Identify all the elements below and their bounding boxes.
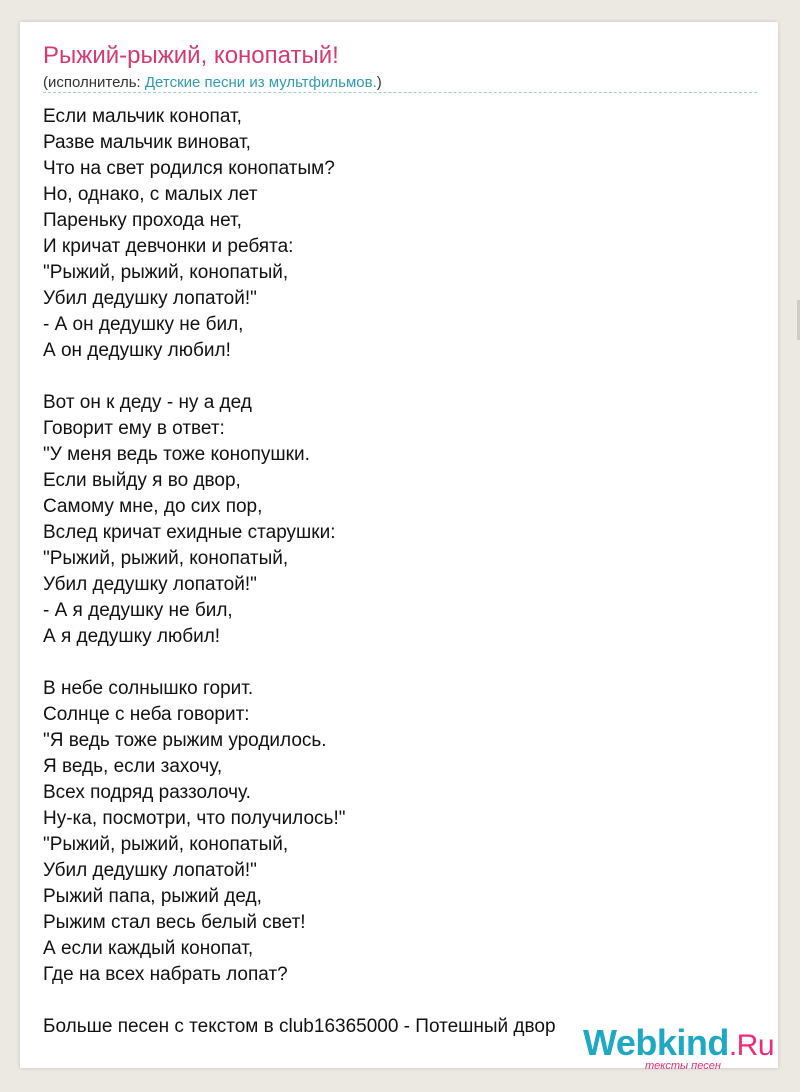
webkind-logo[interactable] <box>583 1022 783 1074</box>
artist-line <box>43 74 382 91</box>
lyric-line: Если мальчик конопат, <box>43 106 242 127</box>
artist-suffix: ) <box>376 74 382 91</box>
logo-tagline: тексты песен <box>645 1060 721 1072</box>
lyric-line: А я дедушку любил! <box>43 626 221 647</box>
lyric-line: Говорит ему в ответ: <box>43 418 225 439</box>
lyric-line: - А я дедушку не бил, <box>43 600 233 621</box>
lyric-line: В небе солнышко горит. <box>43 678 254 699</box>
lyric-line: И кричат девчонки и ребята: <box>43 236 294 257</box>
song-title: Рыжий-рыжий, конопатый! <box>43 42 339 69</box>
stanza-break <box>43 364 743 390</box>
lyric-line: Самому мне, до сих пор, <box>43 496 263 517</box>
lyric-line: Разве мальчик виноват, <box>43 132 251 153</box>
lyric-line: "Я ведь тоже рыжим уродилось. <box>43 730 327 751</box>
lyric-line: "У меня ведь тоже конопушки. <box>43 444 310 465</box>
lyric-line: Я ведь, если захочу, <box>43 756 223 777</box>
logo-suffix: .Ru <box>728 1029 775 1062</box>
lyric-line: Рыжий папа, рыжий дед, <box>43 886 262 907</box>
title-divider <box>43 92 757 93</box>
lyric-line: - А он дедушку не бил, <box>43 314 244 335</box>
lyric-line: Но, однако, с малых лет <box>43 184 258 205</box>
lyric-line: Рыжим стал весь белый свет! <box>43 912 306 933</box>
lyric-line: Вслед кричат ехидные старушки: <box>43 522 336 543</box>
lyric-line: Убил дедушку лопатой!" <box>43 288 257 309</box>
logo-main: Webkind <box>583 1022 729 1063</box>
artist-prefix: (исполнитель: <box>43 74 145 91</box>
lyric-line: Всех подряд раззолочу. <box>43 782 251 803</box>
artist-link[interactable]: Детские песни из мультфильмов. <box>144 74 377 91</box>
lyric-line: "Рыжий, рыжий, конопатый, <box>43 262 289 283</box>
lyrics-block <box>43 104 743 988</box>
lyric-line: Солнце с неба говорит: <box>43 704 250 725</box>
lyric-line: Где на всех набрать лопат? <box>43 964 288 985</box>
lyric-line: Ну-ка, посмотри, что получилось!" <box>43 808 346 829</box>
lyric-line: А если каждый конопат, <box>43 938 254 959</box>
lyric-line: Если выйду я во двор, <box>43 470 241 491</box>
lyric-line: "Рыжий, рыжий, конопатый, <box>43 548 289 569</box>
stanza-break <box>43 650 743 676</box>
lyric-line: Убил дедушку лопатой!" <box>43 860 257 881</box>
lyric-line: Что на свет родился конопатым? <box>43 158 335 179</box>
lyric-line: "Рыжий, рыжий, конопатый, <box>43 834 289 855</box>
more-songs-text: Больше песен с текстом в club16365000 - Потешный двор <box>43 1016 556 1037</box>
lyric-line: Вот он к деду - ну а дед <box>43 392 252 413</box>
lyric-line: Убил дедушку лопатой!" <box>43 574 257 595</box>
lyric-line: А он дедушку любил! <box>43 340 231 361</box>
lyric-line: Пареньку прохода нет, <box>43 210 242 231</box>
logo-wordmark <box>583 1022 774 1064</box>
